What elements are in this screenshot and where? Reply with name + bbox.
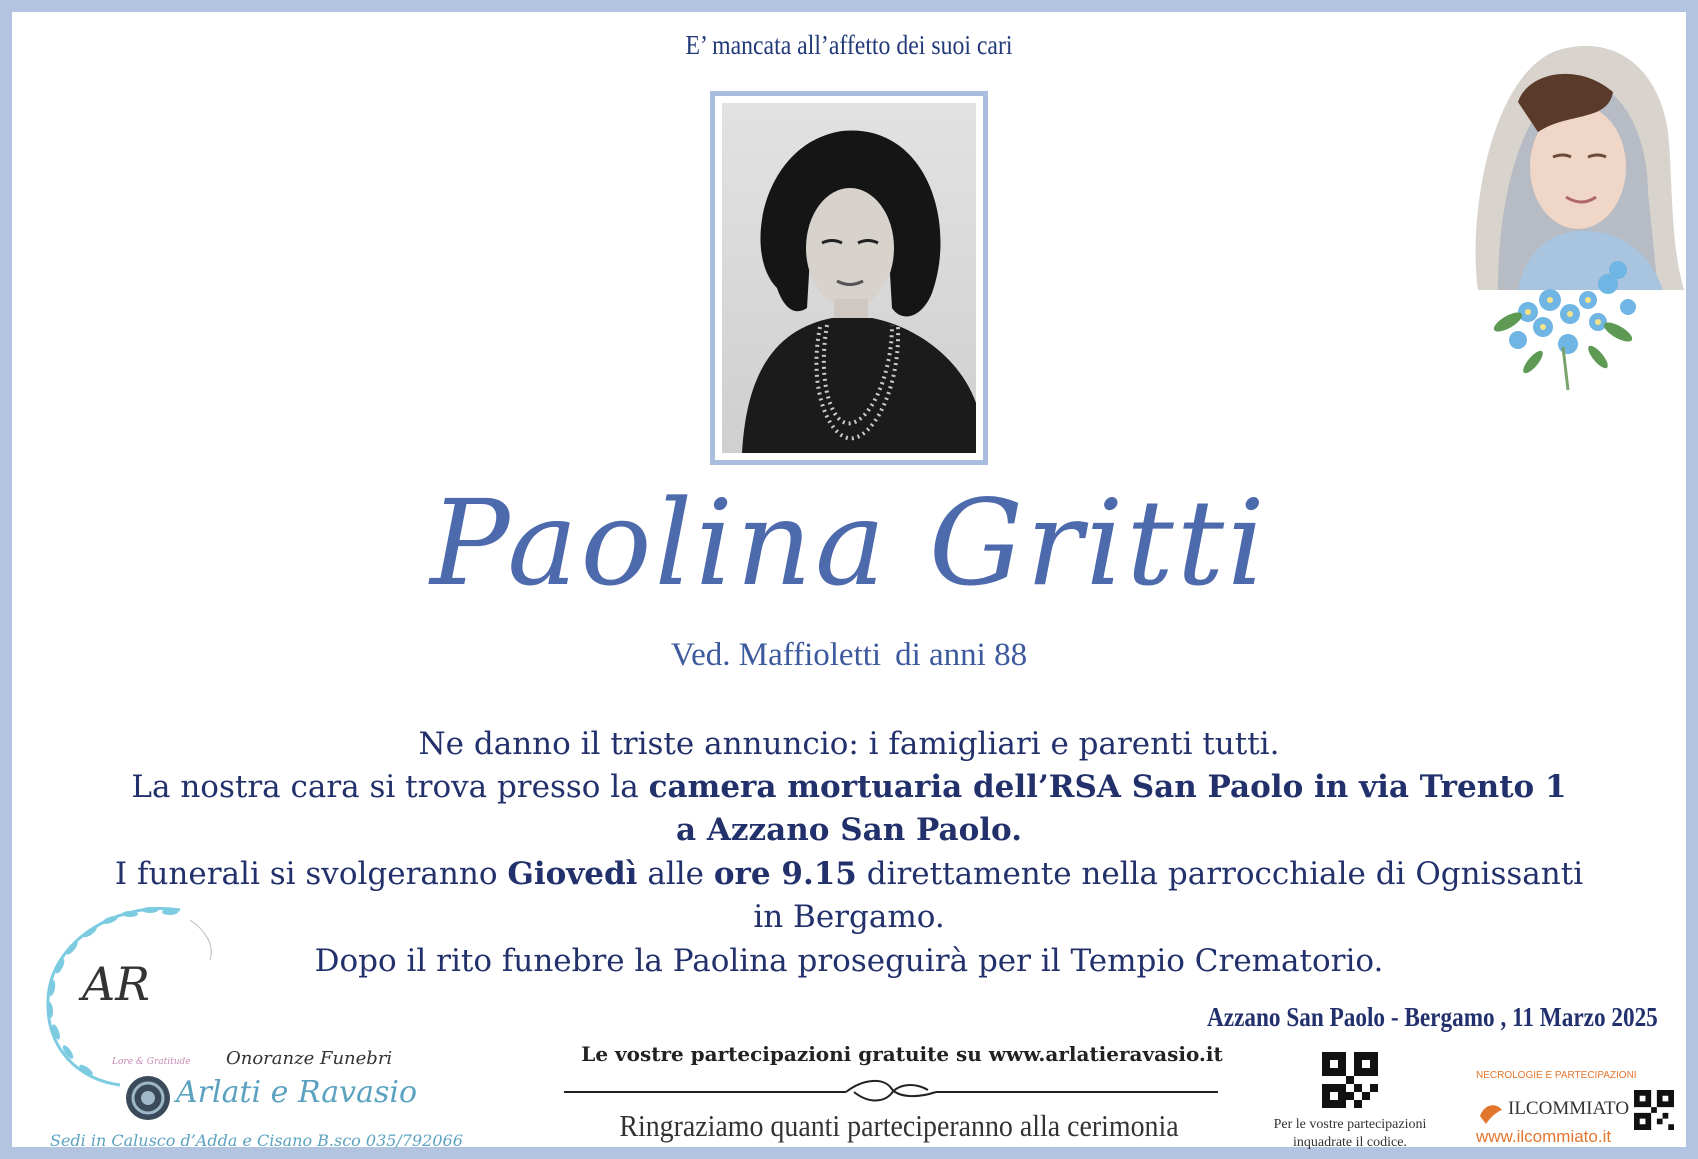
intro-text: E’ mancata all’affetto dei suoi cari [685,30,1013,60]
thanks-message: Ringraziamo quanti parteciperanno alla cerimonia [619,1108,1179,1143]
mortuary-location: camera mortuaria dell’RSA San Paolo in via Trento 1 [648,769,1567,805]
qr-code[interactable] [1634,1090,1674,1130]
funeral-home-kind: Onoranze Funebri [226,1048,393,1069]
funeral-time: ore 9.15 [713,856,857,892]
madonna-image [1458,22,1684,392]
deceased-subtitle [12,637,1686,674]
funeral-home-brand: Arlati e Ravasio [176,1075,418,1110]
widow-of: Ved. Maffioletti [670,637,882,673]
portrait-photo [722,103,976,453]
ilcommiato-url[interactable]: www.ilcommiato.it [1476,1127,1612,1146]
funeral-home-tagline: Lore & Gratitude [112,1057,191,1067]
qr-code[interactable] [1322,1052,1378,1108]
funeral-home-monogram: AR [82,957,150,1011]
ilcommiato-tagline: NECROLOGIE E PARTECIPAZIONI [1476,1070,1637,1081]
town: a Azzano San Paolo. [676,812,1022,848]
announcement-line: La nostra cara si trova presso la camera mortuaria dell’RSA San Paolo in via Trento 1 [131,769,1567,805]
announcement-line: Dopo il rito funebre la Paolina proseguirà per il Tempio Crematorio. [314,943,1384,979]
funeral-home-locations: Sedi in Calusco d’Adda e Cisano B.sco 035/792066 [50,1131,463,1150]
portrait-frame [710,91,988,465]
funeral-day: Giovedì [507,856,638,892]
participations-note: Le vostre partecipazioni gratuite su www.arlatieravasio.it [581,1042,1223,1066]
ornamental-divider [564,1072,1218,1108]
announcement-line [12,812,1686,848]
announcement-line: in Bergamo. [753,899,945,935]
qr-caption: Per le vostre partecipazioni inquadrate il codice. [1273,1117,1427,1150]
funeral-home-seal-icon [124,1074,172,1122]
deceased-name: Paolina Gritti [430,474,1268,612]
date-place: Azzano San Paolo - Bergamo , 11 Marzo 2025 [1207,1002,1658,1032]
ilcommiato-logo-text: ILCOMMIATO [1508,1098,1630,1119]
age: di anni 88 [895,637,1028,673]
announcement-line: Ne danno il triste annuncio: i famigliari e parenti tutti. [418,726,1280,762]
announcement-line: I funerali si svolgeranno Giovedì alle ore 9.15 direttamente nella parrocchiale di Ognissanti [114,856,1584,892]
